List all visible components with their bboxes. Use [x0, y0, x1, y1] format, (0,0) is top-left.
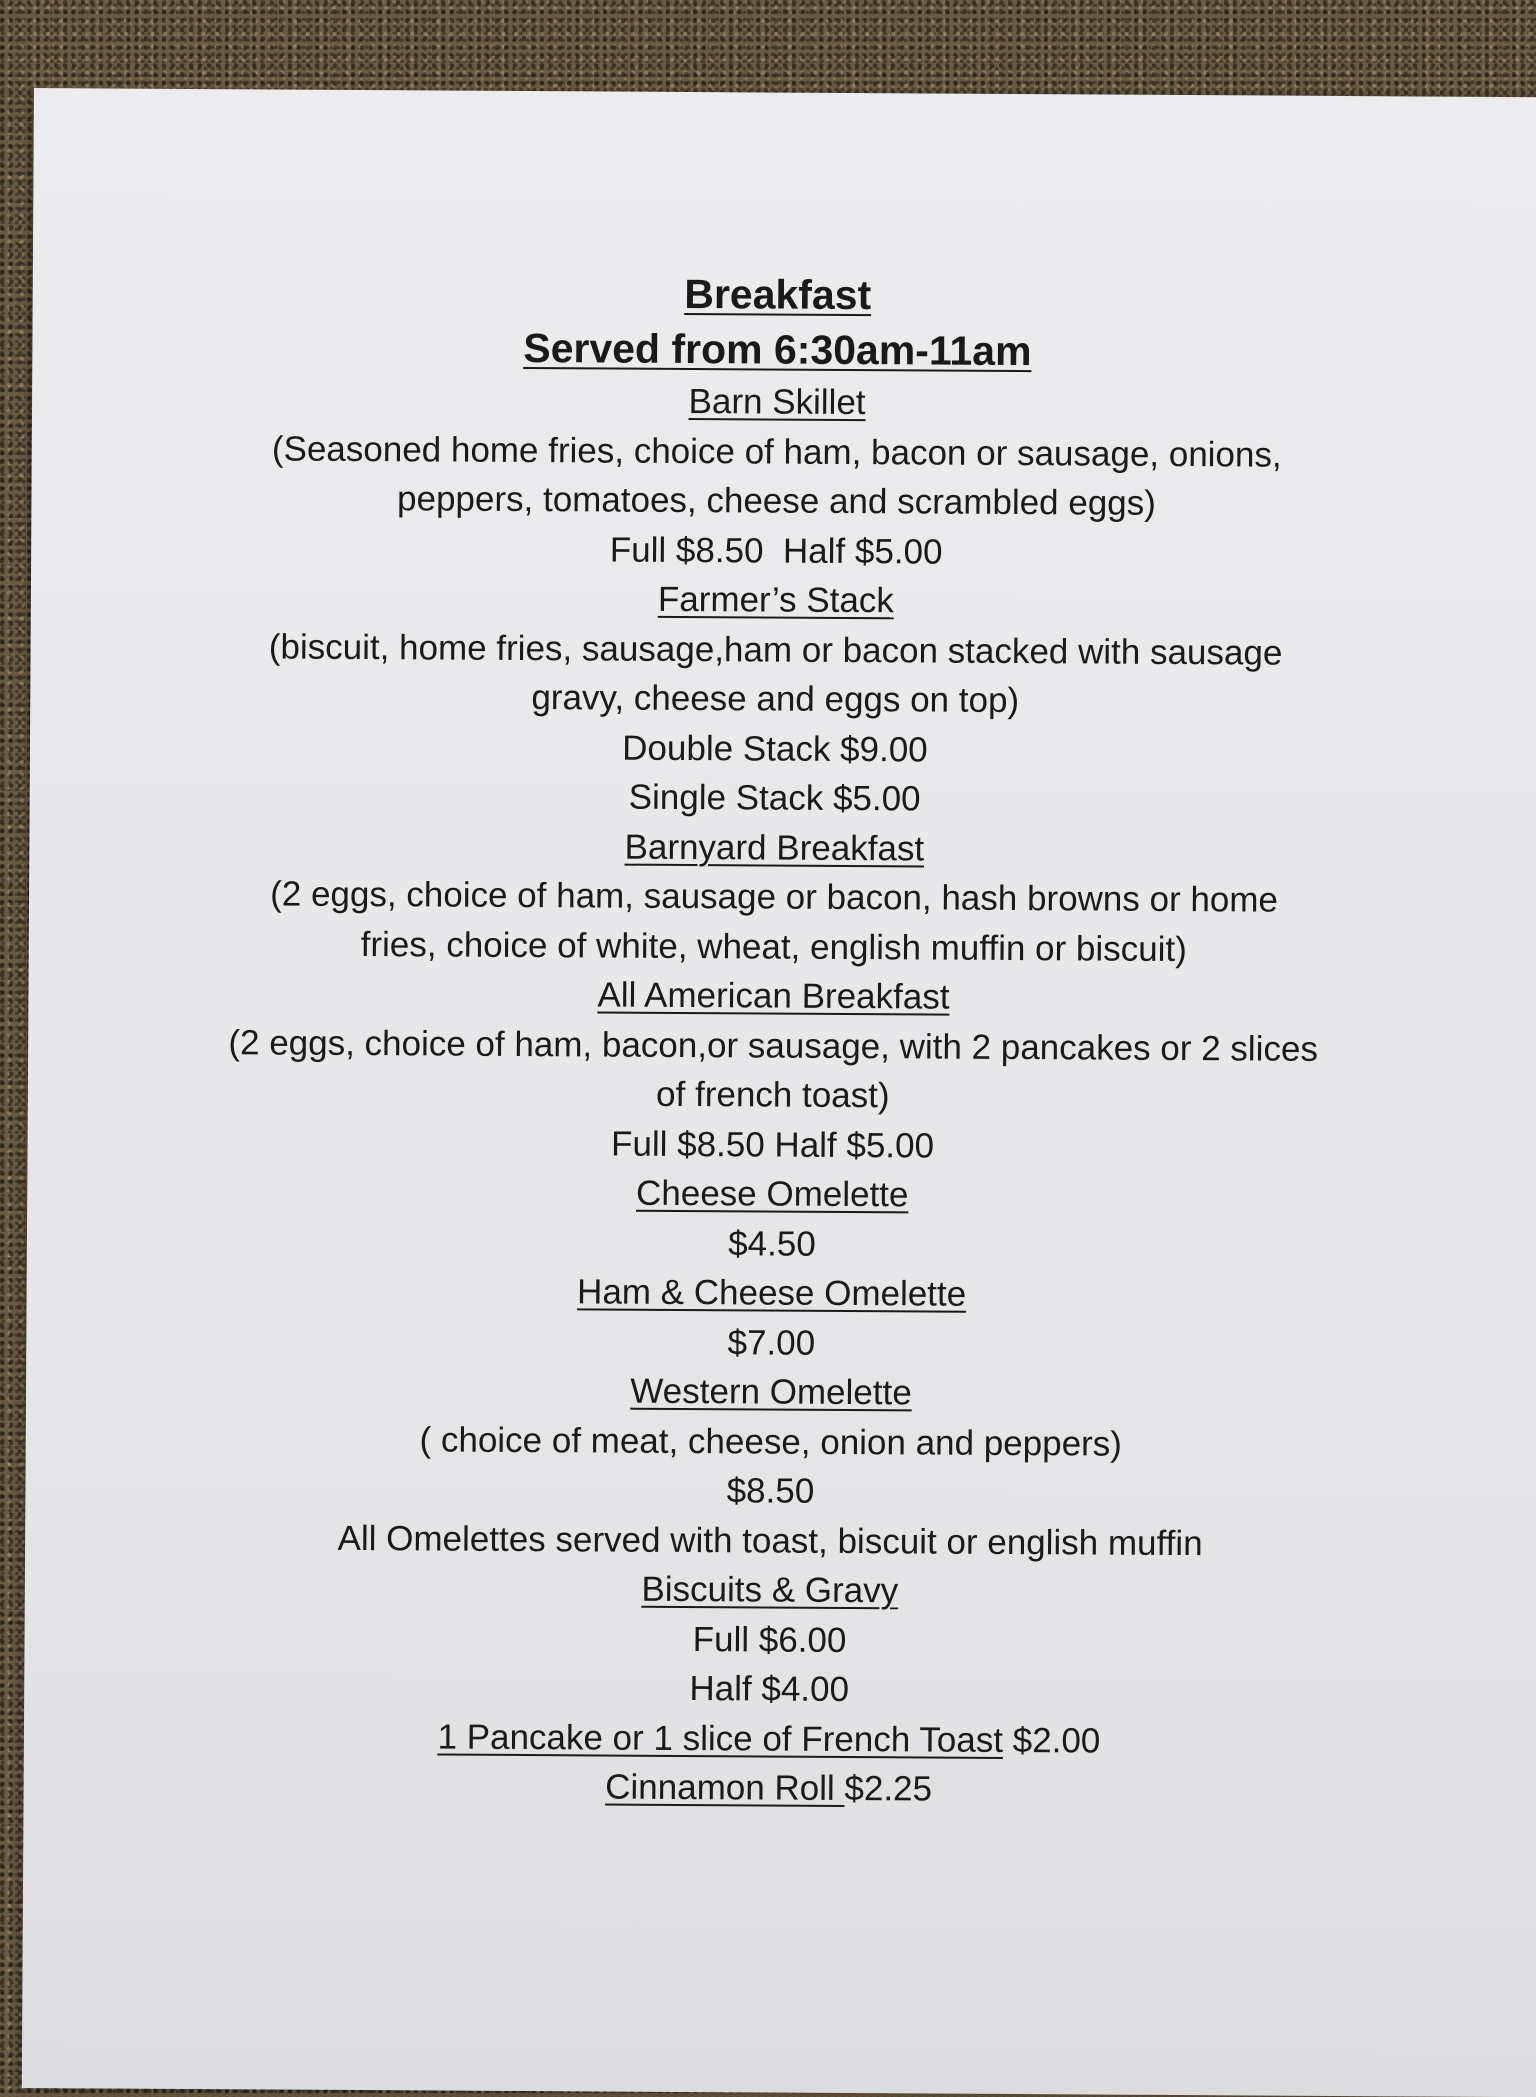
item-name-barn-skillet: Barn Skillet — [688, 382, 866, 423]
omelette-note: All Omelettes served with toast, biscuit or english muffin — [337, 1518, 1203, 1563]
item-desc-barnyard-2: fries, choice of white, wheat, english muffin or biscuit) — [360, 924, 1187, 969]
item-desc-barn-skillet-1: (Seasoned home fries, choice of ham, bacon or sausage, onions, — [271, 428, 1282, 475]
item-price-cinnamon-roll: $2.25 — [844, 1768, 933, 1809]
item-price-all-american: Full $8.50 Half $5.00 — [610, 1124, 935, 1166]
item-price-cheese-omelette: $4.50 — [728, 1223, 816, 1264]
item-desc-farmers-stack-1: (biscuit, home fries, sausage,ham or bacon stacked with sausage — [268, 626, 1283, 673]
item-desc-barnyard-1: (2 eggs, choice of ham, sausage or bacon, hash browns or home — [270, 874, 1279, 920]
serving-hours: Served from 6:30am-11am — [523, 324, 1032, 375]
item-desc-all-american-1: (2 eggs, choice of ham, bacon,or sausage, with 2 pancakes or 2 slices — [228, 1022, 1319, 1069]
item-name-western-omelette: Western Omelette — [630, 1371, 912, 1413]
breakfast-menu — [23, 263, 1522, 1818]
item-name-barnyard-breakfast: Barnyard Breakfast — [624, 827, 925, 868]
item-name-cheese-omelette: Cheese Omelette — [635, 1173, 909, 1215]
item-price-barn-skillet: Full $8.50 Half $5.00 — [609, 530, 943, 572]
item-price-pancake: $2.00 — [1012, 1720, 1101, 1761]
item-name-ham-cheese-omelette: Ham & Cheese Omelette — [577, 1272, 967, 1314]
menu-title: Breakfast — [684, 270, 872, 319]
item-name-pancake: 1 Pancake or 1 slice of French Toast — [437, 1716, 1004, 1760]
item-pancake — [24, 1709, 1514, 1768]
item-name-cinnamon-roll: Cinnamon Roll — [605, 1767, 845, 1808]
item-price-single-stack: Single Stack $5.00 — [628, 777, 921, 819]
item-price-biscuits-gravy-full: Full $6.00 — [692, 1619, 847, 1660]
item-name-biscuits-gravy: Biscuits & Gravy — [641, 1569, 899, 1611]
item-desc-farmers-stack-2: gravy, cheese and eggs on top) — [531, 678, 1020, 721]
item-name-all-american: All American Breakfast — [597, 975, 950, 1017]
menu-paper — [22, 88, 1536, 2097]
item-desc-barn-skillet-2: peppers, tomatoes, cheese and scrambled eggs) — [396, 479, 1156, 523]
item-price-western-omelette: $8.50 — [726, 1471, 815, 1511]
item-price-biscuits-gravy-half: Half $4.00 — [689, 1669, 850, 1710]
item-cinnamon-roll — [23, 1759, 1513, 1818]
item-name-farmers-stack: Farmer’s Stack — [657, 579, 894, 621]
item-desc-all-american-2: of french toast) — [656, 1074, 890, 1116]
item-price-ham-cheese-omelette: $7.00 — [727, 1322, 816, 1363]
item-price-double-stack: Double Stack $9.00 — [622, 728, 928, 769]
item-desc-western-omelette: ( choice of meat, cheese, onion and peppers) — [419, 1419, 1123, 1464]
